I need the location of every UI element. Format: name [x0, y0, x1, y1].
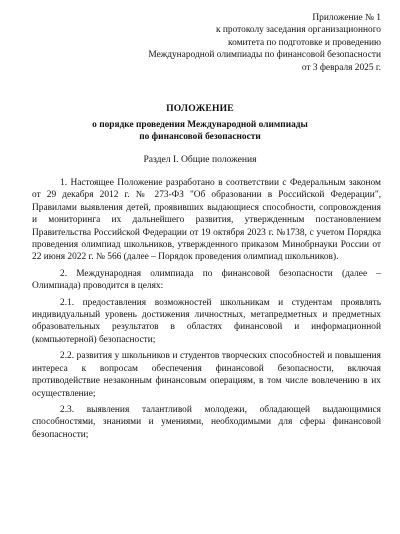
- appendix-note-line: Приложение № 1: [312, 13, 381, 23]
- paragraph-1: 1. Настоящее Положение разработано в соответствии с Федеральным законом от 29 декабря 2012 г. № 273-ФЗ "Об образовании в Российской Федерации", Правилами выявления детей, проявивших выдающиеся способности, сопровождения и мониторинга их дальнейшего развития, утвержденным постановлением Правительства Российской Федерации от 19 октября 2023 г. №1738, с учетом Порядка проведения олимпиад школьников, утвержденного приказом Минобрнауки России от 22 июня 2022 г. № 566 (далее – Порядок проведения олимпиад школьников).: [32, 178, 381, 263]
- document-subtitle: [0, 119, 400, 143]
- paragraph-2-1: 2.1. предоставления возможностей школьникам и студентам проявлять индивидуальный уровень достижения личностных, метапредметных и предметных образовательных результатов в областях финансовой и информационной (компьютерной) безопасности;: [32, 297, 381, 345]
- document-body: [32, 177, 381, 445]
- appendix-note-line: Международной олимпиады по финансовой безопасности: [148, 50, 381, 61]
- paragraph-2-3: 2.3. выявления талантливой молодежи, обладающей выдающимися способностями, знаниями и умениями, необходимыми для сферы финансовой безопасности;: [32, 404, 381, 440]
- section-heading: Раздел I. Общие положения: [143, 154, 257, 165]
- document-title: ПОЛОЖЕНИЕ: [166, 103, 234, 114]
- appendix-note-line: комитета по подготовке и проведению: [228, 37, 381, 48]
- paragraph-2: 2. Международная олимпиада по финансовой безопасности (далее – Олимпиада) проводится в целях:: [32, 268, 381, 292]
- appendix-note-line: от 3 февраля 2025 г.: [301, 62, 381, 73]
- paragraph-2-2: 2.2. развития у школьников и студентов творческих способностей и повышения интереса к вопросам обеспечения финансовой безопасности, включая противодействие незаконным финансовым операциям, в том числе вовлечению в их осуществление;: [32, 351, 381, 399]
- appendix-note: [81, 12, 381, 74]
- document-subtitle-line: по финансовой безопасности: [139, 132, 261, 142]
- document-subtitle-line: о порядке проведения Международной олимпиады: [92, 120, 308, 130]
- appendix-note-line: к протоколу заседания организационного: [216, 25, 381, 36]
